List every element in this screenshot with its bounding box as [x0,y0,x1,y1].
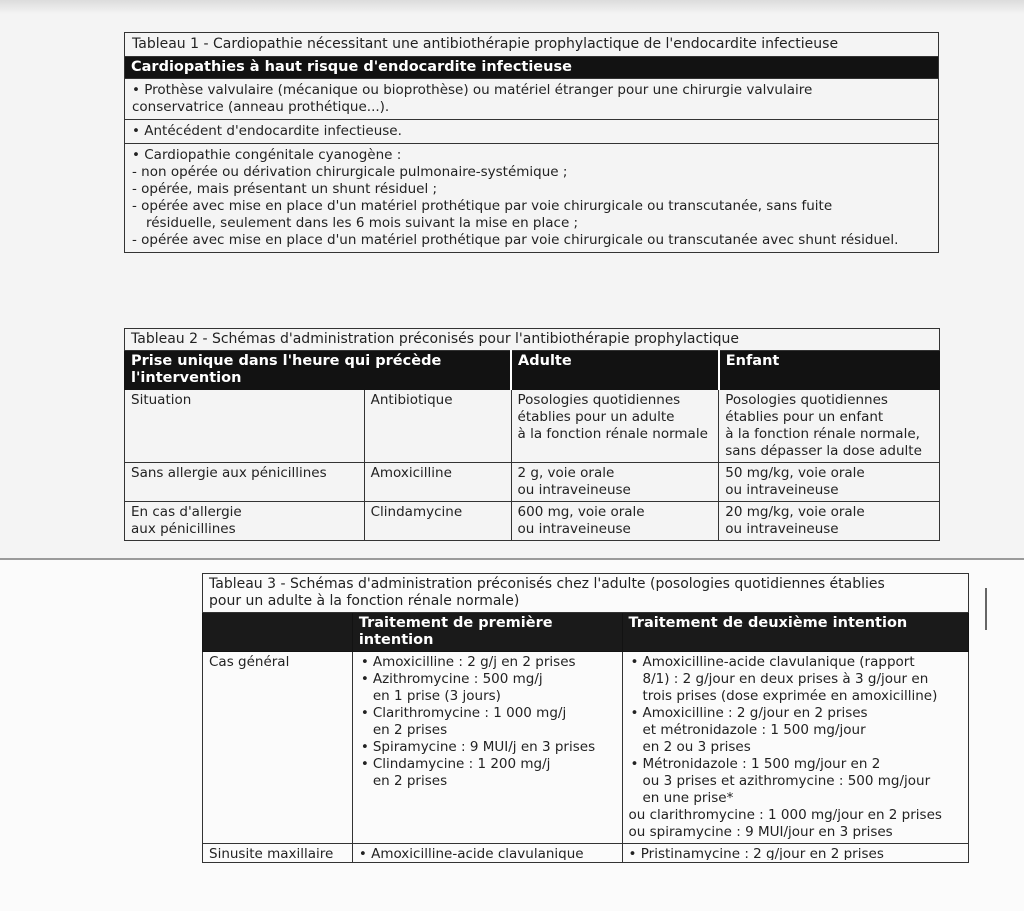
col-enfant [719,390,940,463]
cell-line: sans dépasser la dose adulte [725,443,922,459]
row-text: - opérée avec mise en place d'un matériel prothétique par voie chirurgicale ou transcutanée avec shunt résiduel. [132,232,899,248]
table-3-header-second: Traitement de deuxième intention [622,613,969,652]
cell-line: aux pénicillines [131,521,236,537]
table-2 [124,328,940,541]
row-text: - non opérée ou dérivation chirurgicale pulmonaire-systémique ; [132,164,568,180]
table-2-header-enfant: Enfant [719,351,940,390]
cell-line: 600 mg, voie orale [517,504,645,520]
cell-line: 2 g, voie orale [517,465,615,481]
col-situation: Situation [125,390,365,463]
cell-line: ou intraveineuse [517,482,631,498]
row-text: - opérée avec mise en place d'un matériel prothétique par voie chirurgicale ou transcutanée, sans fuite [132,198,833,214]
cell-line: à la fonction rénale normale [517,426,708,442]
cell-line: Sans allergie aux pénicillines [131,465,327,481]
cell-line: ou intraveineuse [725,521,839,537]
list-item: • Amoxicilline : 2 g/jour en 2 prises et métronidazole : 1 500 mg/jour en 2 ou 3 prises [629,705,963,756]
list-item: • Amoxicilline-acide clavulanique (rapport 8/1) : 2 g/jour en deux prises à 3 g/jour en trois prises (dose exprimée en amoxicilline) [629,654,963,705]
table-2-caption: Tableau 2 - Schémas d'administration préconisés pour l'antibiothérapie prophylactique [125,329,940,351]
list-item: • Azithromycine : 500 mg/j en 1 prise (3 jours) [359,671,616,705]
table-3-header-blank [203,613,353,652]
table-2-header-adulte: Adulte [511,351,719,390]
caption-line: Tableau 3 - Schémas d'administration préconisés chez l'adulte (posologies quotidiennes établies [209,576,885,592]
cell-line: • Pristinamycine : 2 g/jour en 2 prises [628,846,884,860]
cell-line: ou clarithromycine : 1 000 mg/jour en 2 prises [628,807,942,823]
cell-line: ou intraveineuse [517,521,631,537]
row-label: Cas général [203,652,353,844]
table-1-row [125,120,939,144]
cell-line: établies pour un adulte [517,409,675,425]
cell-line: Posologies quotidiennes [517,392,681,408]
cell-antibiotique: Amoxicilline [364,463,511,502]
scan-mark [985,588,987,630]
table-row [125,502,940,541]
list-item: • Spiramycine : 9 MUI/j en 3 prises [359,739,616,756]
list-item: • Clindamycine : 1 200 mg/j en 2 prises [359,756,616,790]
table-3-header-first: Traitement de première intention [352,613,622,652]
table-2-header-timing: Prise unique dans l'heure qui précède l'intervention [125,351,512,390]
table-1 [124,32,939,253]
table-1-header: Cardiopathies à haut risque d'endocardite infectieuse [125,57,939,79]
list-item: • Clarithromycine : 1 000 mg/j en 2 prises [359,705,616,739]
row-text: • Prothèse valvulaire (mécanique ou bioprothèse) ou matériel étranger pour une chirurgie valvulaire [132,82,813,98]
cell-line: 50 mg/kg, voie orale [725,465,865,481]
cell-line: ou intraveineuse [725,482,839,498]
cell-antibiotique: Clindamycine [364,502,511,541]
row-text: • Antécédent d'endocardite infectieuse. [132,123,402,139]
cell-line: ou spiramycine : 9 MUI/jour en 3 prises [628,824,893,840]
cell-line: 20 mg/kg, voie orale [725,504,865,520]
col-adulte [511,390,719,463]
table-3-caption [203,574,969,613]
col-antibiotique: Antibiotique [364,390,511,463]
cell-line: à la fonction rénale normale, [725,426,920,442]
table-1-caption: Tableau 1 - Cardiopathie nécessitant une antibiothérapie prophylactique de l'endocardite infectieuse [125,33,939,57]
row-text: conservatrice (anneau prothétique...). [132,99,390,115]
row-label: Sinusite maxillaire [209,846,334,860]
cell-premiere [352,652,622,844]
cell-line: En cas d'allergie [131,504,242,520]
table-row [125,463,940,502]
cell-line: établies pour un enfant [725,409,884,425]
cell-line: • Amoxicilline-acide clavulanique [358,846,584,860]
row-text: - opérée, mais présentant un shunt résiduel ; [132,181,438,197]
cell-line: Posologies quotidiennes [725,392,888,408]
table-row [203,844,969,863]
table-1-row [125,79,939,120]
table-row [203,652,969,844]
row-text: résiduelle, seulement dans les 6 mois suivant la mise en place ; [146,215,579,231]
cell-deuxieme [622,652,969,844]
list-item: • Métronidazole : 1 500 mg/jour en 2 ou 3 prises et azithromycine : 500 mg/jour en une prise* [629,756,963,807]
table-3 [202,573,969,863]
list-item: • Amoxicilline : 2 g/j en 2 prises [359,654,616,671]
row-text: • Cardiopathie congénitale cyanogène : [132,147,402,163]
table-1-row [125,144,939,253]
caption-line: pour un adulte à la fonction rénale normale) [209,593,520,609]
